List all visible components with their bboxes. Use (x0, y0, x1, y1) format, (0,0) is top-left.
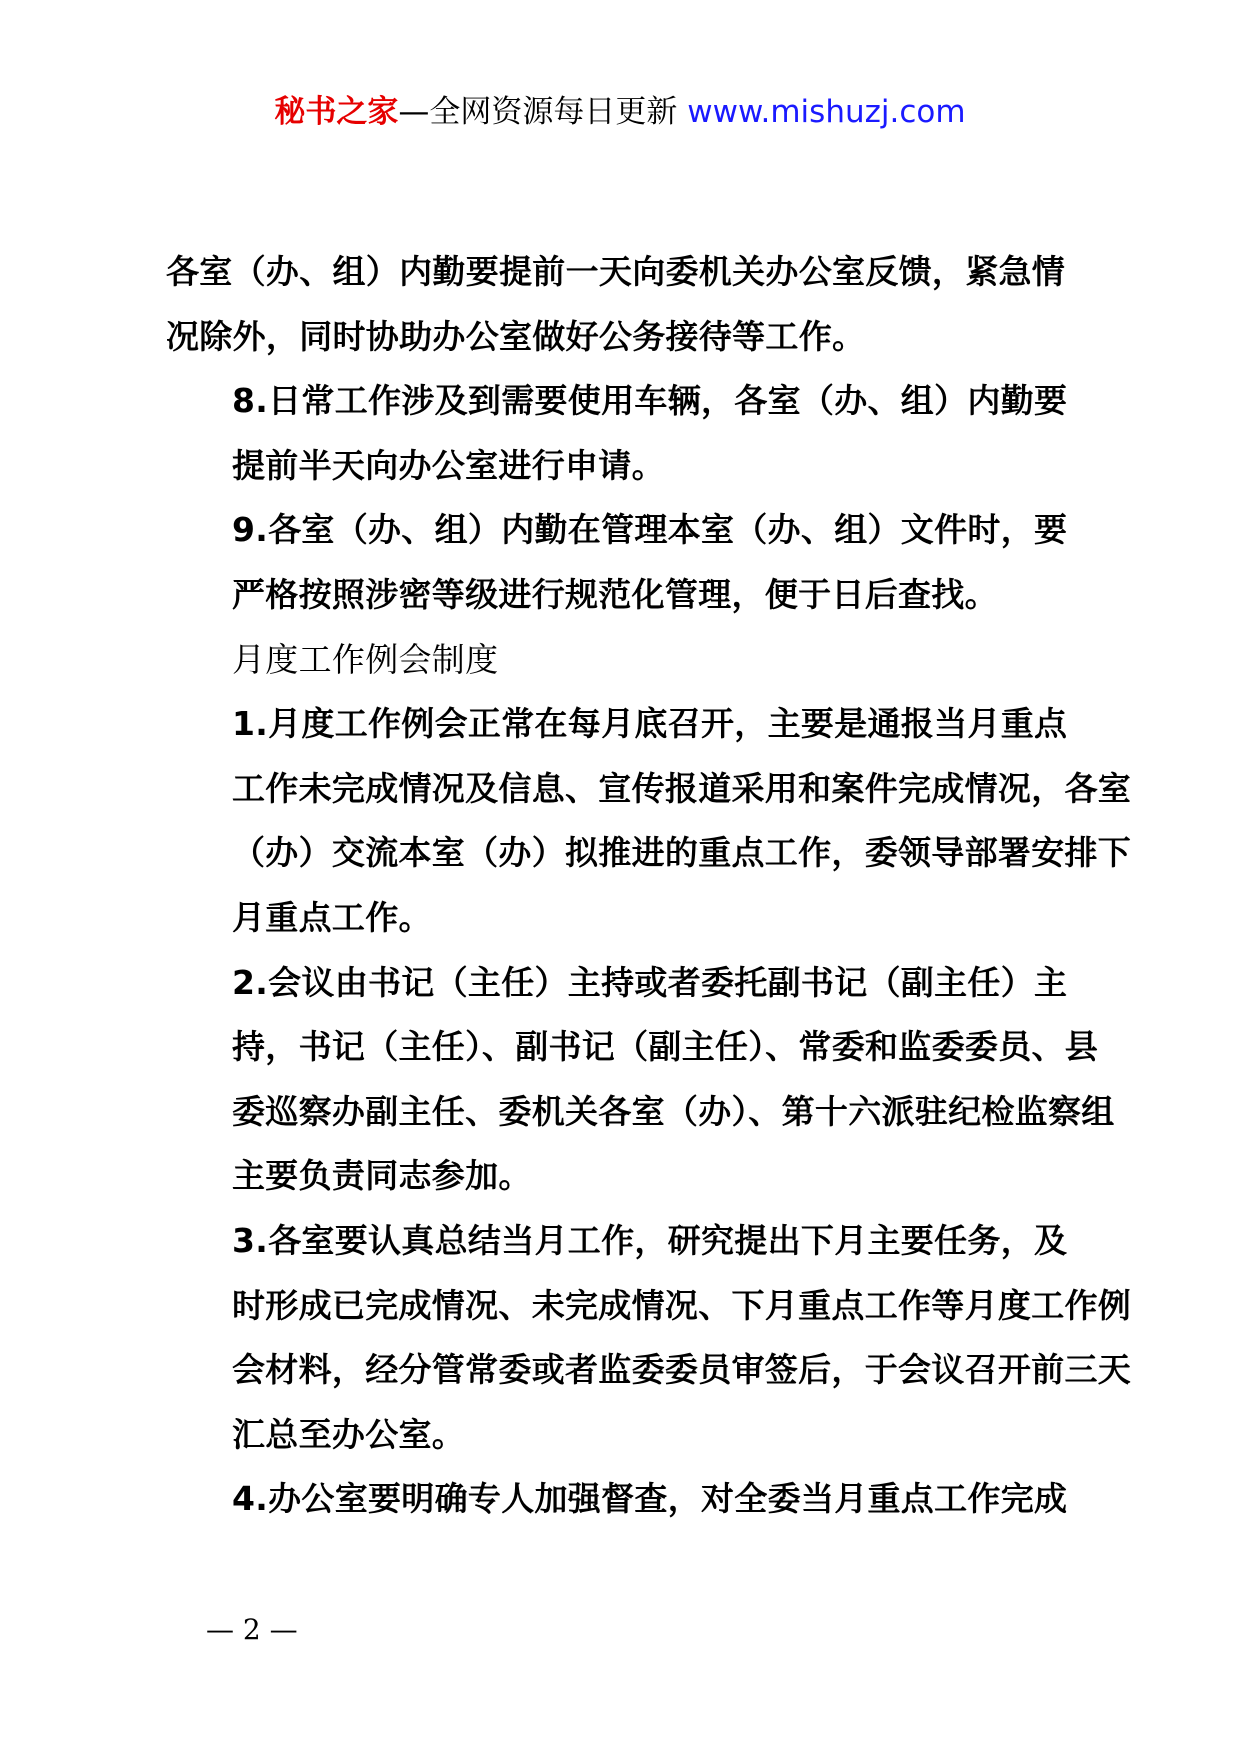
document-body (166, 240, 1132, 1532)
text-line: 提前半天向办公室进行申请。 (232, 445, 665, 485)
text-line: 各室（办、组）内勤要提前一天向委机关办公室反馈，紧急情 (166, 252, 1066, 291)
paragraph (166, 369, 1086, 498)
text-line: 委巡察办副主任、委机关各室（办）、第十六派驻纪检监察组 (232, 1091, 1115, 1131)
paragraph (166, 951, 1115, 1209)
paragraph (166, 692, 1132, 950)
brand-name: 秘书之家 (274, 94, 399, 130)
text-line: 月重点工作。 (232, 897, 432, 937)
text-line: 8.日常工作涉及到需要使用车辆，各室（办、组）内勤要 (232, 381, 1068, 421)
site-header (0, 92, 1240, 132)
text-line: 汇总至办公室。 (232, 1414, 466, 1454)
page-number: — 2 — (206, 1613, 298, 1646)
text-line: 2.会议由书记（主任）主持或者委托副书记（副主任）主 (232, 962, 1068, 1002)
text-line: 工作未完成情况及信息、宣传报道采用和案件完成情况，各室 (232, 768, 1132, 808)
text-line: 9.各室（办、组）内勤在管理本室（办、组）文件时，要 (232, 510, 1068, 550)
text-line: 4.办公室要明确专人加强督查，对全委当月重点工作完成 (232, 1479, 1068, 1519)
text-line: 严格按照涉密等级进行规范化管理，便于日后查找。 (232, 574, 998, 614)
section-heading (166, 628, 1086, 693)
text-line: （办）交流本室（办）拟推进的重点工作，委领导部署安排下 (232, 833, 1132, 873)
paragraph (166, 1467, 1086, 1532)
text-line: 持，书记（主任）、副书记（副主任）、常委和监委委员、县 (232, 1027, 1099, 1067)
site-link[interactable]: www.mishuzj.com (687, 94, 966, 130)
paragraph (166, 1209, 1132, 1467)
text-line: 况除外，同时协助办公室做好公务接待等工作。 (166, 316, 866, 356)
paragraph (166, 498, 1086, 627)
text-line: 主要负责同志参加。 (232, 1156, 532, 1196)
text-line: 1.月度工作例会正常在每月底召开，主要是通报当月重点 (232, 704, 1068, 744)
text-line: 时形成已完成情况、未完成情况、下月重点工作等月度工作例 (232, 1285, 1132, 1325)
text-line: 月度工作例会制度 (232, 639, 499, 679)
header-tagline: —全网资源每日更新 (398, 94, 678, 130)
text-line: 会材料，经分管常委或者监委委员审签后，于会议召开前三天 (232, 1350, 1132, 1390)
paragraph (166, 240, 1086, 369)
text-line: 3.各室要认真总结当月工作，研究提出下月主要任务，及 (232, 1220, 1068, 1260)
